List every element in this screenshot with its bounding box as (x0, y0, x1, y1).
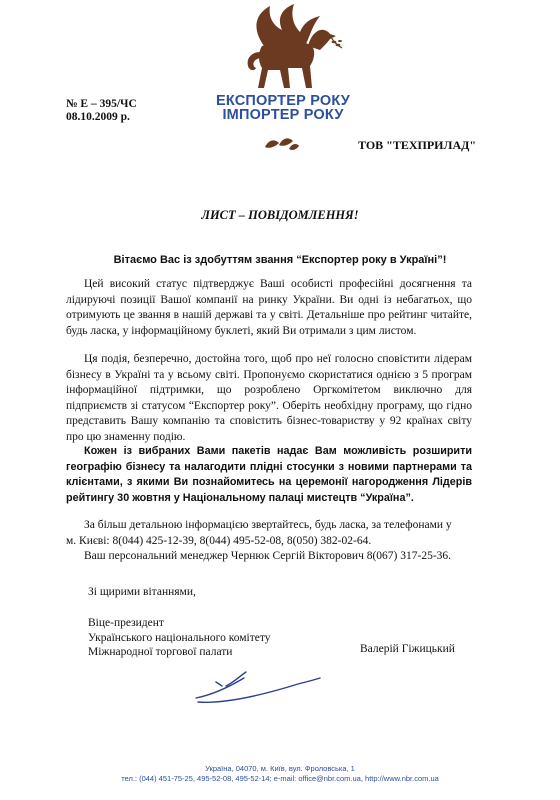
brand-line-exporter: ЕКСПОРТЕР РОКУ (215, 93, 350, 109)
brand-line-importer: ІМПОРТЕР РОКУ (222, 107, 344, 123)
paragraph-status: Цей високий статус підтверджує Ваші особисті професійні досягнення та лідируючі позиції Вашої компанії на ринку України. Ви одні із небагатьох, що отримують це звання в нашій державі та у світі. Детальніше про рейтинг читайте, будь ласка, у інформаційному буклеті, який Ви отримали з цим листом. (66, 278, 472, 337)
paragraph-packages: Кожен із вибраних Вами пакетів надає Вам можливість розширити географію бізнесу та налагодити плідні стосунки з новими партнерами та клієнтами, з якими Ви познайомитесь на церемонії нагородження Лідерів рейтингу 30 жовтня у Національному палаці мистецтв “Україна”. (66, 445, 472, 504)
brand-wordmark (208, 94, 358, 122)
footer-contacts: тел.: (044) 451-75-25, 495-52-08, 495-52-14; e-mail: office@nbr.com.ua, http://www.nbr.com.ua (121, 774, 439, 783)
signer-name: Валерій Гіжицький (360, 643, 455, 655)
footer-address: Україна, 04070, м. Київ, вул. Фроловська, 1 (205, 764, 355, 773)
reference-date: 08.10.2009 р. (66, 111, 130, 123)
leaf-sprig-icon (259, 133, 303, 153)
recipient: ТОВ "ТЕХПРИЛАД" (358, 138, 477, 152)
greeting: Вітаємо Вас із здобуттям звання “Експортер року в Україні”! (113, 254, 447, 266)
reference-number: № Е – 395/ЧС (66, 98, 137, 110)
contact-block (66, 518, 472, 565)
contact-line-1: За більш детальною інформацією звертайтесь, будь ласка, за телефонами у (84, 519, 452, 531)
signature-block (88, 616, 271, 660)
signer-position: Віце-президент (88, 617, 164, 629)
signer-organization: Українського національного комітету (88, 631, 271, 644)
winged-griffin-logo-icon (224, 2, 344, 92)
closing-salutation: Зі щирими вітаннями, (88, 586, 196, 598)
footer (0, 764, 560, 784)
signer-chamber: Міжнародної торгової палати (88, 646, 233, 658)
handwritten-signature (186, 664, 326, 714)
letter-title: ЛИСТ – ПОВІДОМЛЕННЯ! (201, 208, 359, 222)
reference-block (66, 98, 137, 124)
contact-line-3: Ваш персональний менеджер Чернюк Сергій Вікторович 8(067) 317-25-36. (84, 550, 452, 562)
paragraph-programs: Ця подія, безперечно, достойна того, щоб про неї голосно сповістити лідерам бізнесу в Україні та у всьому світі. Пропонуємо скористатися однією з 5 програм інформаційної підтримки, що розроблено Оргкомітетом виключно для підприємств зі статусом “Експортер року”. Оберіть необхідну програму, що гідно представить Вашу компанію та сповістить бізнес-товариству у 92 країнах світу про цю знаменну подію. (66, 353, 472, 443)
contact-line-2: м. Києві: 8(044) 425-12-39, 8(044) 495-52-08, 8(050) 382-02-64. (66, 534, 372, 547)
